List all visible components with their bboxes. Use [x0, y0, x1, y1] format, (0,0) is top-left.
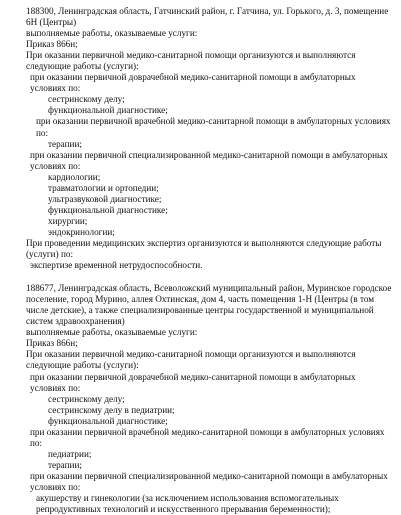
service-item: хирургии;: [48, 215, 88, 226]
service-item: педиатрии;: [48, 448, 92, 459]
service-item: функциональной диагностике;: [48, 204, 168, 215]
order-reference: Приказ 866н;: [26, 39, 78, 50]
service-item: функциональной диагностике;: [48, 415, 168, 426]
doctor-care-heading: при оказании первичной врачебной медико-санитарной помощи в амбулаторных условиях по:: [30, 426, 385, 448]
primary-care-intro: При оказании первичной медико-санитарной помощи организуются и выполняются следующие работы (услуги):: [26, 50, 356, 72]
order-reference: Приказ 866н;: [26, 338, 78, 349]
license-section-gatchina: [26, 6, 393, 271]
service-item: сестринскому делу;: [48, 94, 125, 105]
doctor-care-heading: при оказании первичной врачебной медико-санитарной помощи в амбулаторных условиях по:: [36, 116, 391, 138]
section-address: 188677, Ленинградская область, Всеволожский муниципальный район, Муринское городское поселение, город Мурино, аллея Охтинская, дом 4, часть помещения 1-Н (Центры (в том числе детские), а также специализированные центры государственной и муниципальной систем здравоохранения): [26, 283, 392, 327]
services-heading: выполняемые работы, оказываемые услуги:: [26, 28, 198, 39]
service-item: ультразвуковой диагностике;: [48, 193, 162, 204]
license-section-murino: [26, 283, 393, 515]
service-item: экспертизе временной нетрудоспособности.: [30, 260, 203, 271]
services-heading: выполняемые работы, оказываемые услуги:: [26, 327, 198, 338]
service-item: сестринскому делу в педиатрии;: [48, 404, 175, 415]
specialized-care-heading: при оказании первичной специализированной медико-санитарной помощи в амбулаторных условиях по:: [30, 470, 388, 492]
pre-doctor-care-heading: при оказании первичной доврачебной медико-санитарной помощи в амбулаторных условиях по:: [30, 72, 356, 94]
service-item: эндокринологии;: [48, 226, 115, 237]
expertise-intro: При проведении медицинских экспертиз организуются и выполняются следующие работы (услуги) по:: [26, 237, 382, 260]
specialized-care-heading: при оказании первичной специализированной медико-санитарной помощи в амбулаторных условиях по:: [30, 149, 388, 171]
service-item: травматологии и ортопедии;: [48, 182, 159, 193]
primary-care-intro: При оказании первичной медико-санитарной помощи организуются и выполняются следующие работы (услуги):: [26, 349, 356, 371]
service-item: терапии;: [48, 459, 82, 470]
service-item: функциональной диагностике;: [48, 105, 168, 116]
service-item: кардиологии;: [48, 171, 101, 182]
pre-doctor-care-heading: при оказании первичной доврачебной медико-санитарной помощи в амбулаторных условиях по:: [30, 371, 356, 393]
service-item: сестринскому делу;: [48, 393, 125, 404]
service-item: терапии;: [48, 138, 82, 149]
service-item: акушерству и гинекологии (за исключением использования вспомогательных репродуктивных технологий и искусственного прерывания беременности);: [36, 493, 339, 515]
section-address: 188300, Ленинградская область, Гатчинский район, г. Гатчина, ул. Горького, д. 3, помещение 6Н (Центры): [26, 6, 389, 28]
